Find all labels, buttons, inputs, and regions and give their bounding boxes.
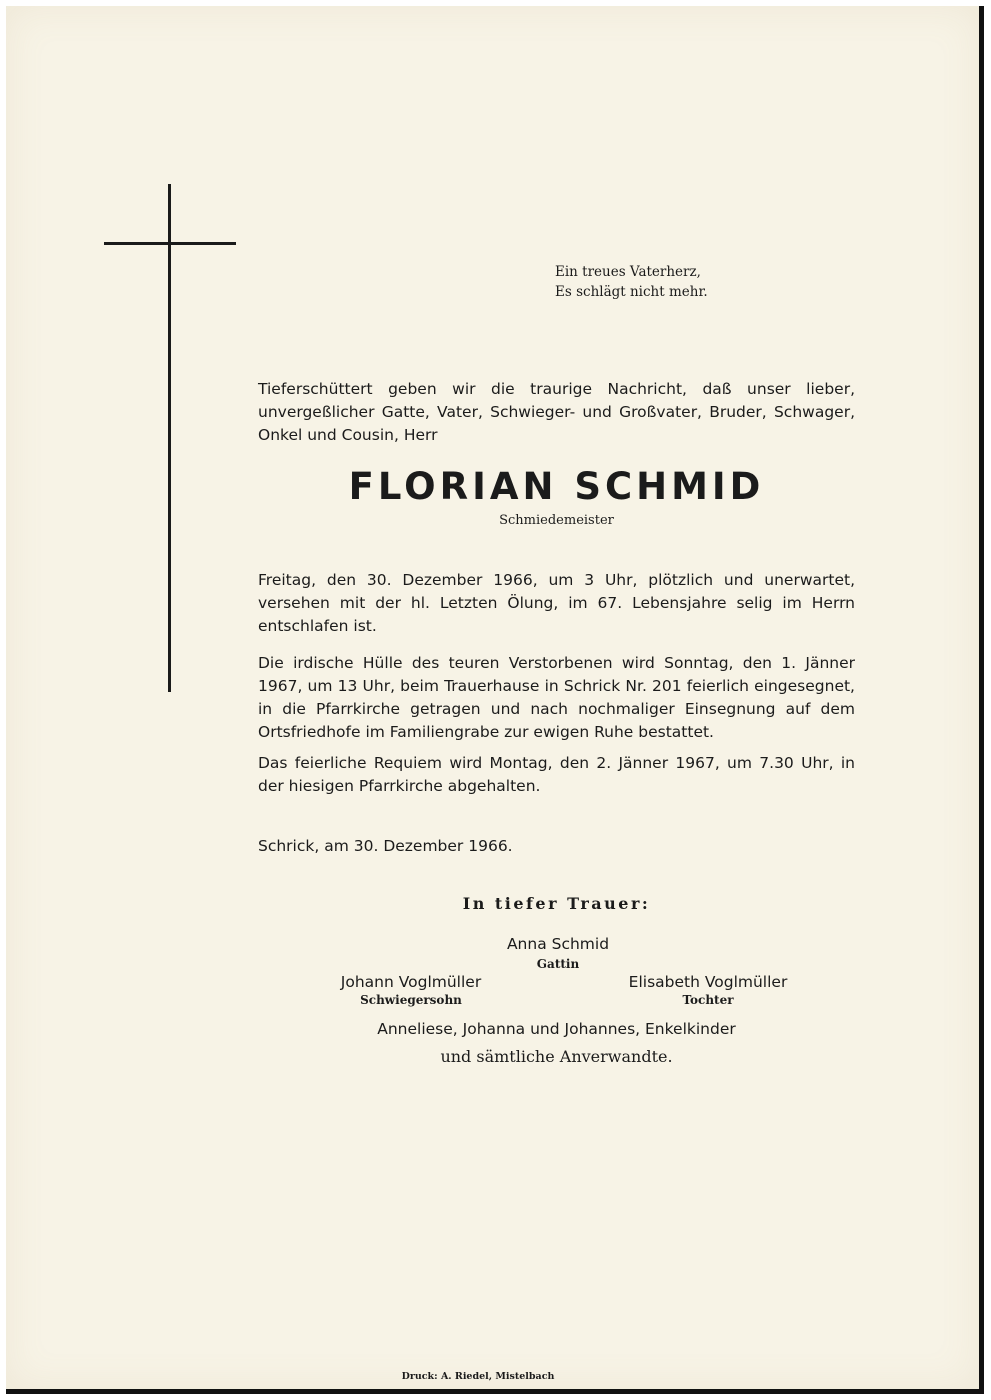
mourner-daughter-name: Elisabeth Voglmüller (628, 973, 788, 991)
mourner-daughter-role: Tochter (682, 993, 734, 1007)
cross-icon-bar (104, 242, 236, 245)
mourner-son-in-law-name: Johann Voglmüller (340, 973, 482, 991)
cross-icon (168, 184, 171, 692)
place-date: Schrick, am 30. Dezember 1966. (258, 837, 513, 855)
mourner-widow-name: Anna Schmid (506, 935, 610, 953)
motto-line-2: Es schlägt nicht mehr. (555, 284, 708, 300)
mourning-heading: In tiefer Trauer: (462, 894, 651, 913)
funeral-paragraph: Die irdische Hülle des teuren Verstorbenen wird Sonntag, den 1. Jänner 1967, um 13 Uhr, beim Trauerhause in Schrick Nr. 201 feierlich eingesegnet, in die Pfarrkirche getragen und nach nochmaliger Einsegnung auf dem Ortsfriedhofe im Familiengrabe zur ewigen Ruhe bestattet. (258, 654, 855, 741)
mourner-grandchildren: Anneliese, Johanna und Johannes, Enkelkinder (377, 1020, 736, 1038)
motto-line-1: Ein treues Vaterherz, (555, 264, 701, 280)
deceased-profession: Schmiedemeister (499, 513, 614, 528)
mourner-son-in-law-role: Schwiegersohn (360, 993, 462, 1007)
requiem-paragraph: Das feierliche Requiem wird Montag, den 2. Jänner 1967, um 7.30 Uhr, in der hiesigen Pfarrkirche abgehalten. (258, 754, 855, 795)
intro-paragraph: Tieferschüttert geben wir die traurige Nachricht, daß unser lieber, unvergeßlicher Gatte, Vater, Schwieger- und Großvater, Bruder, Schwager, Onkel und Cousin, Herr (258, 380, 855, 444)
obituary-sheet (6, 6, 984, 1394)
death-notice-paragraph: Freitag, den 30. Dezember 1966, um 3 Uhr, plötzlich und unerwartet, versehen mit der hl. Letzten Ölung, im 67. Lebensjahre selig im Herrn entschlafen ist. (258, 571, 855, 635)
mourner-widow-role: Gattin (536, 957, 580, 971)
deceased-name: FLORIAN SCHMID (348, 465, 765, 508)
motto (555, 262, 708, 302)
mourner-relatives: und sämtliche Anverwandte. (440, 1047, 673, 1066)
printer-imprint: Druck: A. Riedel, Mistelbach (401, 1371, 555, 1382)
